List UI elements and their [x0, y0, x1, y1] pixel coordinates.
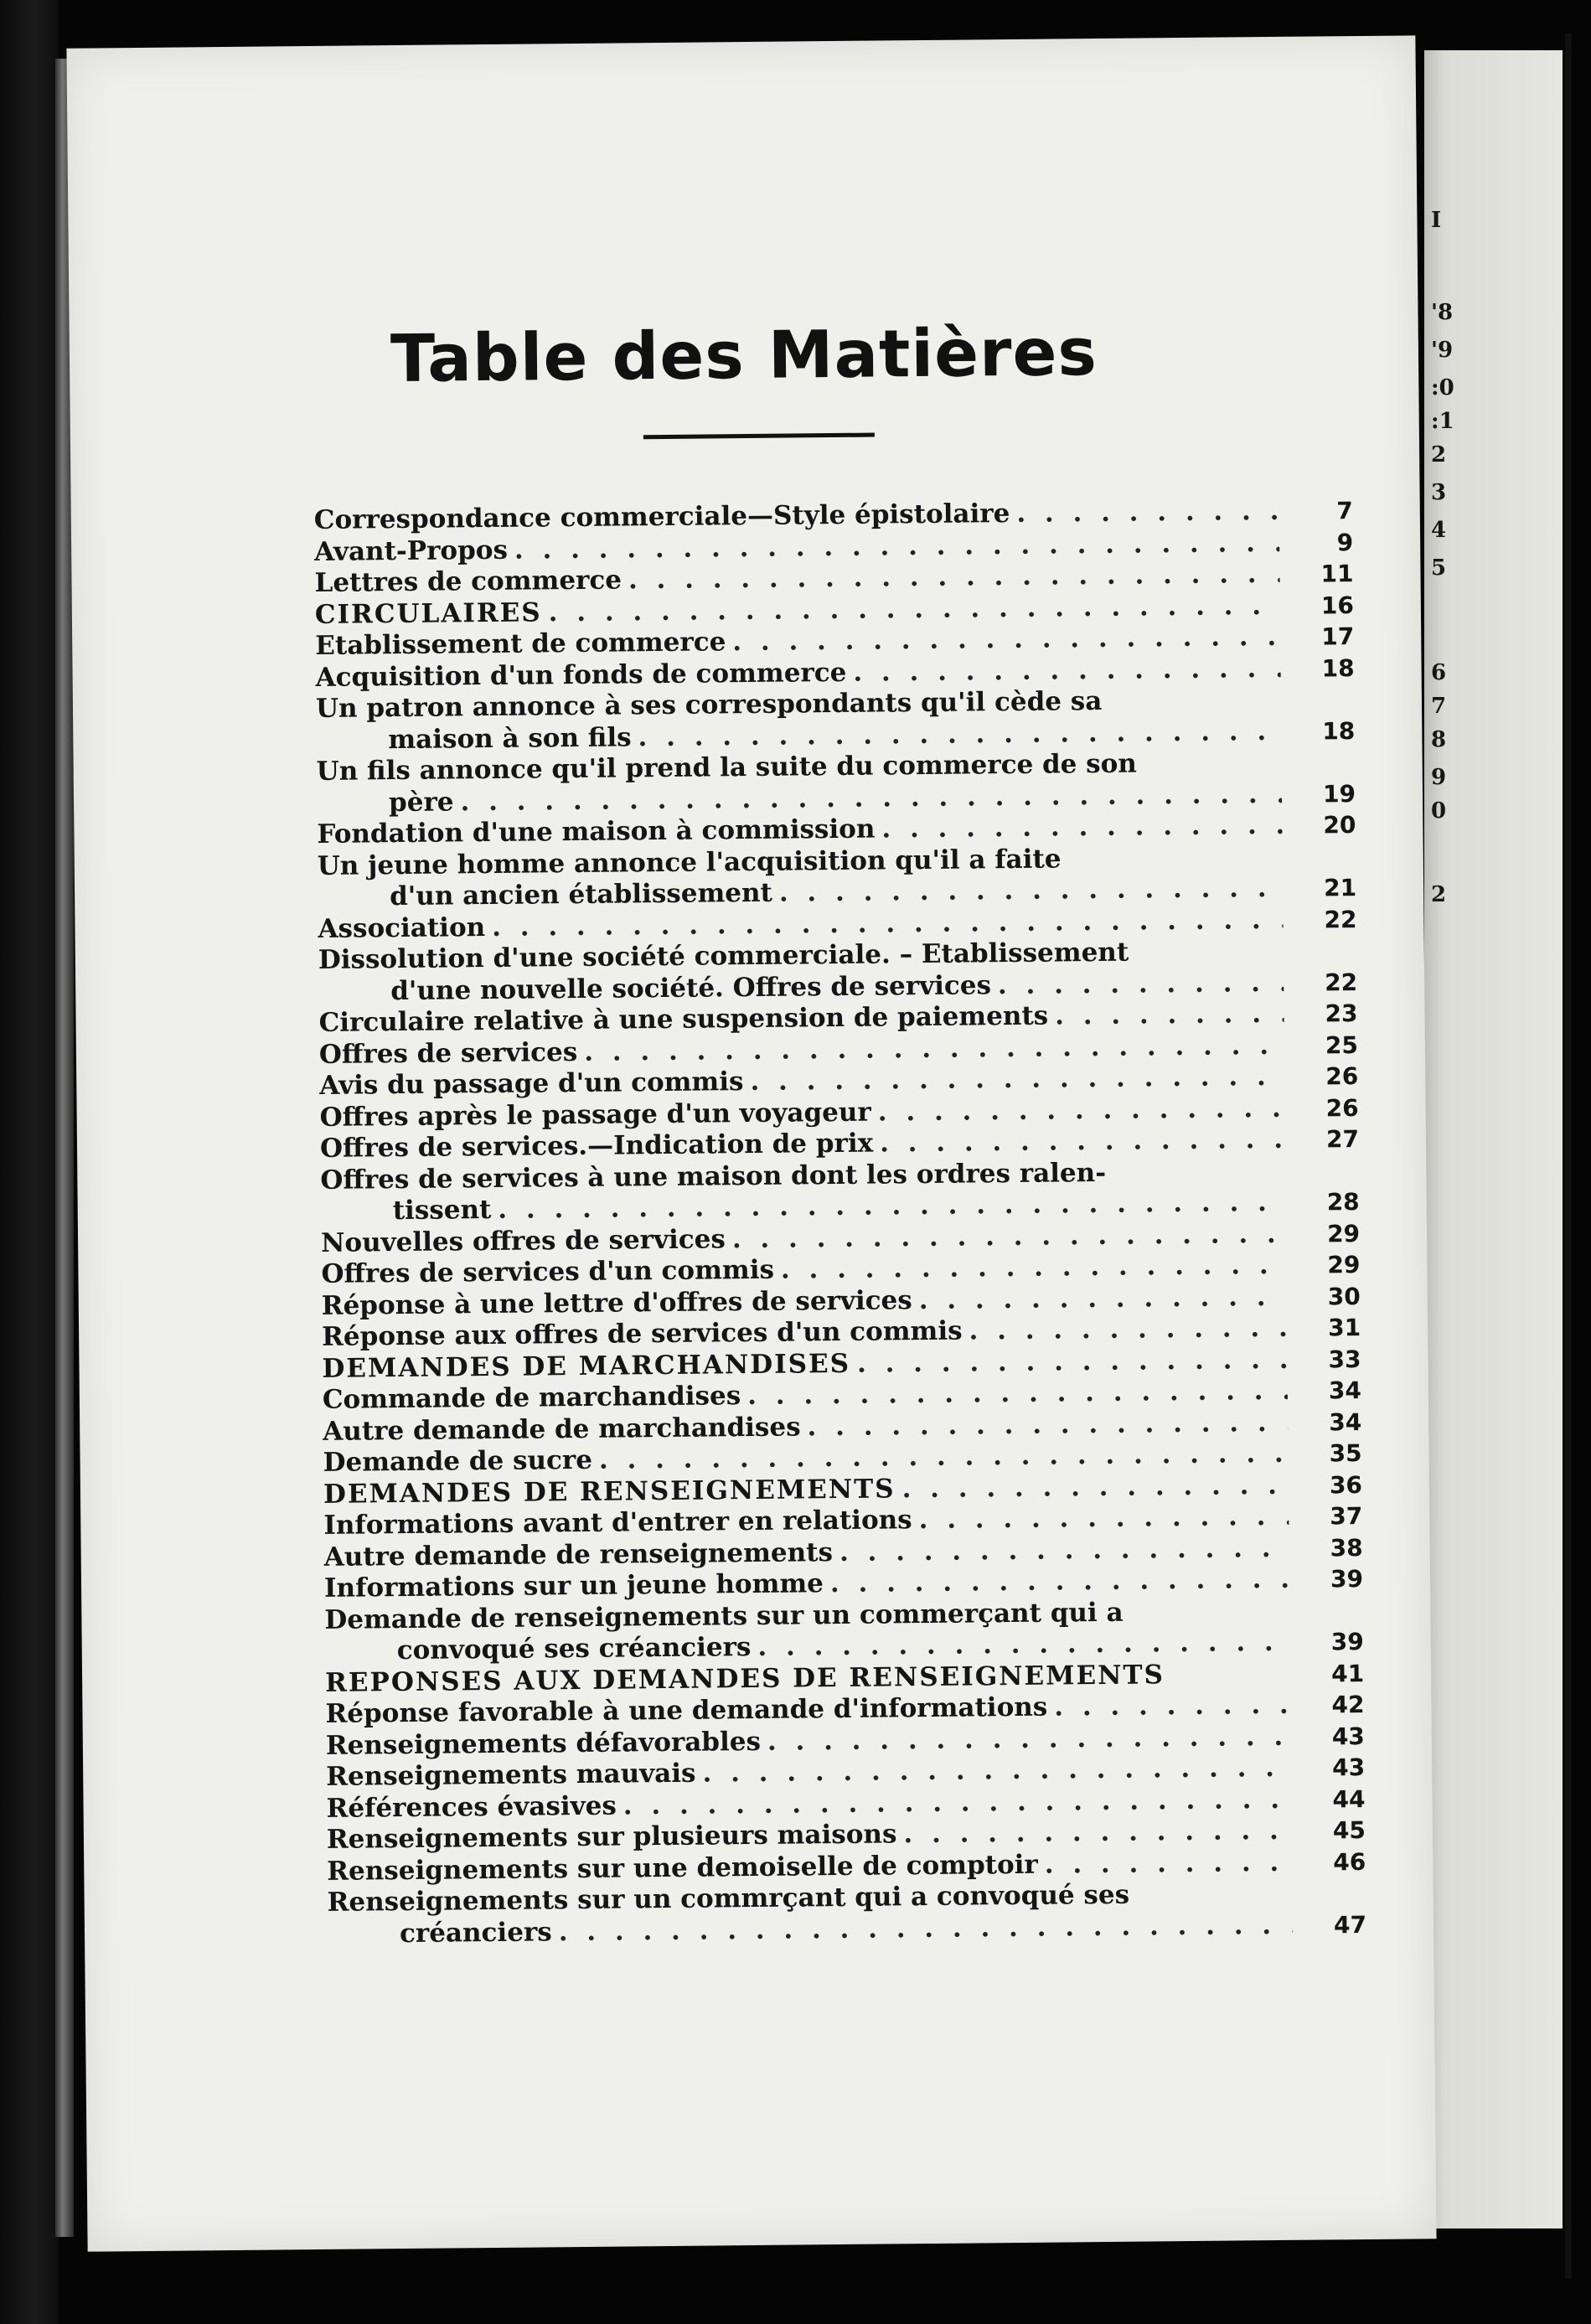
toc-page-number: 45 — [1332, 1816, 1366, 1845]
toc-page-number — [1288, 707, 1355, 708]
toc-entry-text: Circulaire relative à une suspension de paiements — [318, 1000, 1049, 1038]
toc-leader-dots — [1130, 1619, 1290, 1620]
toc-leader-dots — [1068, 865, 1283, 866]
toc-leader-dots — [1054, 1690, 1291, 1723]
toc-leader-dots — [839, 1532, 1289, 1568]
facing-page-fragment: 8 — [1431, 727, 1447, 752]
toc-entry-text: Association — [318, 912, 486, 944]
title-rule — [643, 433, 875, 440]
facing-page-fragment: 4 — [1431, 518, 1447, 543]
toc-page-number: 17 — [1321, 622, 1355, 651]
toc-leader-dots — [1055, 999, 1284, 1032]
toc-entry-text: Avant-Propos — [314, 535, 509, 567]
toc-page-number: 22 — [1325, 968, 1358, 996]
toc-page-number: 34 — [1329, 1407, 1362, 1436]
scan-right-edge — [1565, 34, 1572, 2279]
toc-entry-text: Réponse à une lettre d'offres de services — [321, 1284, 912, 1321]
toc-entry-text: Renseignements sur une demoiselle de comptoir — [327, 1849, 1038, 1887]
toc-entry-text: DEMANDES DE MARCHANDISES — [322, 1348, 851, 1384]
toc-page-number: 38 — [1330, 1533, 1363, 1562]
toc-entry-text: tissent — [392, 1194, 492, 1227]
toc-entry-text: Réponse favorable à une demande d'informations — [325, 1691, 1048, 1729]
toc-leader-dots — [732, 622, 1280, 658]
toc-entry-text: Offres de services — [318, 1036, 578, 1070]
toc-leader-dots — [750, 1061, 1284, 1098]
toc-page-number: 31 — [1328, 1314, 1361, 1342]
toc-leader-dots — [767, 1721, 1291, 1757]
facing-page-fragment: :1 — [1431, 409, 1454, 434]
toc-page-number: 36 — [1329, 1470, 1363, 1499]
toc-page-number: 21 — [1323, 874, 1357, 902]
toc-entry-text: Renseignements mauvais — [326, 1758, 696, 1792]
toc-leader-dots — [857, 1344, 1288, 1379]
toc-leader-dots — [919, 1281, 1287, 1316]
toc-entry-text: Dissolution d'une société commerciale. – Etablissement — [318, 937, 1129, 975]
toc-page-number: 35 — [1329, 1439, 1362, 1468]
toc-leader-dots — [559, 1909, 1294, 1948]
toc-page-number: 43 — [1331, 1722, 1365, 1750]
facing-page-fragment: '8 — [1431, 300, 1454, 325]
toc-leader-dots — [969, 1313, 1287, 1347]
toc-leader-dots — [901, 1469, 1289, 1505]
toc-entry-text: maison à son fils — [388, 721, 632, 755]
toc-entry-text: Demande de renseignements sur un commerçant qui a — [324, 1597, 1124, 1635]
toc-leader-dots — [1136, 1902, 1293, 1903]
toc-entry-text: Etablissement de commerce — [315, 627, 726, 661]
facing-page-fragment: '9 — [1431, 338, 1454, 363]
toc-page-number: 39 — [1330, 1628, 1364, 1656]
toc-page-number: 9 — [1336, 528, 1354, 556]
toc-leader-dots — [1144, 771, 1282, 772]
toc-page-number — [1292, 1179, 1359, 1180]
toc-entry-text: DEMANDES DE RENSEIGNEMENTS — [323, 1473, 896, 1510]
toc-entry-text: Lettres de commerce — [314, 565, 622, 598]
toc-page-number: 46 — [1333, 1847, 1366, 1876]
toc-page-number: 44 — [1332, 1784, 1366, 1813]
toc-page-number: 42 — [1331, 1691, 1365, 1719]
toc-page-number: 23 — [1325, 999, 1358, 1028]
toc-entry-text: Renseignements défavorables — [325, 1726, 762, 1761]
toc-page-number: 47 — [1333, 1910, 1367, 1939]
toc-leader-dots — [781, 1250, 1287, 1286]
toc-leader-dots — [903, 1815, 1292, 1851]
toc-entry-text: Offres de services.—Indication de prix — [319, 1128, 874, 1164]
toc-leader-dots — [779, 873, 1284, 909]
toc-entry-text: convoqué ses créanciers — [396, 1632, 752, 1666]
toc-leader-dots — [1135, 959, 1284, 961]
table-of-contents — [314, 495, 1367, 1950]
toc-leader-dots — [878, 1092, 1285, 1128]
toc-leader-dots — [807, 1407, 1288, 1443]
toc-entry-text: Autre demande de marchandises — [323, 1411, 801, 1447]
toc-page-number: 18 — [1321, 653, 1355, 682]
toc-page-number — [1299, 1901, 1366, 1902]
toc-leader-dots — [757, 1627, 1290, 1664]
toc-leader-dots — [918, 1501, 1289, 1536]
toc-page-number: 25 — [1325, 1030, 1359, 1059]
facing-page-fragment: 2 — [1431, 882, 1447, 907]
toc-entry-text: d'une nouvelle société. Offres de services — [390, 969, 992, 1006]
toc-entry-text: CIRCULAIRES — [314, 596, 542, 630]
toc-entry-text: Un fils annonce qu'il prend la suite du commerce de son — [316, 748, 1138, 787]
toc-page-number: 19 — [1322, 779, 1356, 808]
toc-leader-dots — [998, 967, 1284, 1001]
toc-entry-text: Un jeune homme annonce l'acquisition qu'il a faite — [317, 843, 1062, 881]
toc-page-number: 43 — [1332, 1753, 1366, 1782]
toc-page-number: 33 — [1328, 1345, 1361, 1373]
facing-page-fragment: I — [1431, 208, 1442, 233]
toc-page-number: 11 — [1320, 560, 1354, 588]
toc-leader-dots — [881, 810, 1282, 845]
toc-page-number: 30 — [1327, 1282, 1361, 1310]
toc-leader-dots — [853, 653, 1281, 688]
toc-page-number: 34 — [1328, 1376, 1362, 1405]
toc-page-number: 22 — [1324, 905, 1357, 933]
facing-page-fragment: 5 — [1431, 555, 1447, 581]
book-page — [66, 35, 1436, 2251]
facing-page-fragment: 0 — [1431, 798, 1447, 824]
toc-entry-text: créanciers — [399, 1916, 552, 1949]
facing-page-fragment: :0 — [1431, 375, 1454, 400]
toc-page-number: 37 — [1330, 1502, 1363, 1531]
toc-entry-text: Renseignements sur un commrçant qui a convoqué ses — [327, 1879, 1130, 1918]
toc-entry-text: Un patron annonce à ses correspondants qu'il cède sa — [315, 685, 1103, 724]
toc-page-number: 26 — [1325, 1062, 1359, 1091]
toc-entry-text: Offres de services à une maison dont les ordres ralen- — [320, 1157, 1107, 1196]
toc-entry-text: Renseignements sur plusieurs maisons — [326, 1819, 897, 1855]
toc-entry-text: Informations avant d'entrer en relations — [323, 1505, 912, 1541]
toc-leader-dots — [1045, 1846, 1293, 1880]
toc-leader-dots — [1113, 1179, 1285, 1180]
toc-page-number: 16 — [1320, 591, 1355, 619]
facing-page-fragment: 2 — [1431, 442, 1447, 467]
facing-page-fragment: 3 — [1431, 480, 1447, 505]
toc-entry-text: Informations sur un jeune homme — [323, 1568, 824, 1604]
toc-leader-dots — [732, 1218, 1287, 1255]
toc-leader-dots — [1171, 1681, 1290, 1682]
toc-page-number: 20 — [1323, 811, 1356, 839]
toc-entry-text: Références évasives — [326, 1790, 617, 1824]
toc-entry-text: REPONSES AUX DEMANDES DE RENSEIGNEMENTS — [324, 1659, 1165, 1698]
toc-entry-text: Correspondance commerciale—Style épistolaire — [313, 498, 1010, 535]
toc-entry-text: d'un ancien établissement — [389, 877, 773, 912]
toc-entry-text: Demande de sucre — [323, 1444, 593, 1478]
toc-page-number — [1289, 770, 1356, 771]
facing-page-edge — [1424, 50, 1563, 2228]
toc-entry-text: Fondation d'une maison à commission — [317, 813, 876, 850]
scan-left-edge — [0, 0, 59, 2324]
toc-leader-dots — [1108, 708, 1281, 710]
toc-entry-text: Nouvelles offres de services — [320, 1223, 726, 1258]
toc-page-number: 29 — [1326, 1219, 1361, 1247]
toc-entry-text: Offres de services d'un commis — [321, 1254, 775, 1289]
toc-entry-text: père — [388, 786, 454, 818]
toc-page-number: 18 — [1322, 716, 1356, 745]
toc-entry-text: Avis du passage d'un commis — [319, 1066, 744, 1101]
toc-page-number: 7 — [1336, 497, 1353, 525]
toc-entry-text: Réponse aux offres de services d'un commis — [322, 1315, 963, 1352]
page-title: Table des Matières — [390, 314, 1098, 398]
toc-page-number: 27 — [1325, 1125, 1360, 1154]
toc-leader-dots — [1016, 496, 1279, 530]
toc-entry-text: Acquisition d'un fonds de commerce — [315, 657, 847, 693]
toc-page-number: 41 — [1330, 1659, 1365, 1687]
facing-page-fragment: 7 — [1431, 694, 1447, 719]
toc-page-number: 26 — [1325, 1093, 1359, 1122]
toc-page-number: 29 — [1327, 1251, 1361, 1279]
toc-page-number — [1290, 958, 1357, 959]
toc-leader-dots — [830, 1564, 1289, 1600]
toc-entry-text: Offres après le passage d'un voyageur — [319, 1097, 871, 1133]
toc-entry-text: Commande de marchandises — [322, 1381, 741, 1415]
facing-page-fragment: 9 — [1431, 765, 1447, 790]
toc-page-number: 28 — [1326, 1188, 1360, 1216]
facing-page-fragment: 6 — [1431, 660, 1447, 685]
toc-leader-dots — [747, 1376, 1288, 1412]
toc-page-number: 39 — [1330, 1565, 1364, 1593]
toc-entry-text: Autre demande de renseignements — [323, 1536, 834, 1573]
toc-leader-dots — [880, 1124, 1285, 1159]
